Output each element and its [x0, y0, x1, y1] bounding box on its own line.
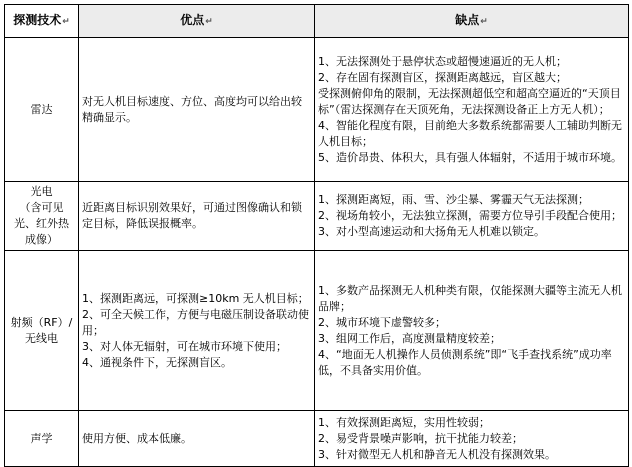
- disadvantages-cell: [315, 182, 629, 251]
- header-row: [5, 5, 629, 38]
- disadvantage-item: 3、对小型高速运动和大扬角无人机难以锁定。: [318, 225, 545, 238]
- advantage-item: 2、可全天候工作，方便与电磁压制设备联动使用；: [82, 307, 309, 337]
- disadvantage-item: 5、造价昂贵、体积大，具有强人体辐射，不适用于城市环境。: [318, 150, 622, 164]
- advantages-cell: [79, 182, 315, 251]
- tech-label: 光、红外热: [14, 217, 69, 230]
- disadvantage-item: 4、“地面无人机操作人员侦测系统”即“飞手查找系统”成功率低，不具备实用价值。: [318, 347, 612, 377]
- disadvantages-cell: [315, 251, 629, 411]
- advantage-item: 近距离目标识别效果好，可通过图像确认和锁定目标，降低误报概率。: [82, 201, 302, 230]
- tech-label: 声学: [30, 431, 53, 445]
- advantage-item: 1、探测距离远，可探测≥10km 无人机目标；: [82, 291, 309, 305]
- advantage-item: 使用方便、成本低廉。: [82, 431, 192, 445]
- advantages-cell: [79, 251, 315, 411]
- advantage-item: 对无人机目标速度、方位、高度均可以给出较精确显示。: [82, 94, 302, 124]
- tech-label: 无线电: [25, 331, 58, 345]
- header-technology: 探测技术↵: [5, 5, 79, 38]
- disadvantage-item: 3、组网工作后，高度测量精度较差；: [318, 331, 501, 345]
- disadvantage-item: 受探测俯仰角的限制，无法探测超低空和超高空逼近的“天顶目标”（雷达探测存在天顶死角，无法探测设备正上方无人机）；: [318, 86, 621, 116]
- tech-cell: [5, 411, 79, 467]
- tech-label: 成像）: [25, 233, 58, 246]
- header-advantages: 优点↵: [79, 5, 315, 38]
- disadvantage-item: 1、有效探测距离短，实用性较弱；: [318, 415, 490, 429]
- tech-cell: [5, 38, 79, 182]
- disadvantage-item: 1、无法探测处于悬停状态或超慢速逼近的无人机；: [318, 54, 567, 68]
- disadvantages-cell: [315, 411, 629, 467]
- comparison-table: [4, 4, 629, 467]
- disadvantage-item: 4、智能化程度有限，目前绝大多数系统都需要人工辅助判断无人机目标；: [318, 118, 622, 148]
- row-electro-optical: [5, 182, 629, 251]
- row-radio-frequency: [5, 251, 629, 411]
- disadvantage-item: 3、针对微型无人机和静音无人机没有探测效果。: [318, 447, 556, 461]
- tech-label: 射频（RF）/: [10, 315, 73, 329]
- advantages-cell: [79, 38, 315, 182]
- disadvantage-item: 2、视场角较小，无法独立探测，需要方位导引手段配合使用；: [318, 209, 622, 222]
- disadvantage-item: 1、探测距离短，雨、雪、沙尘暴、雾霾天气无法探测；: [318, 193, 589, 206]
- disadvantages-cell: [315, 38, 629, 182]
- advantages-cell: [79, 411, 315, 467]
- row-acoustic: [5, 411, 629, 467]
- tech-label: 光电: [30, 185, 53, 198]
- tech-cell: [5, 182, 79, 251]
- disadvantage-item: 1、多数产品探测无人机种类有限，仅能探测大疆等主流无人机品牌；: [318, 283, 622, 313]
- disadvantage-item: 2、城市环境下虚警较多；: [318, 315, 446, 329]
- tech-label: 雷达: [30, 102, 53, 116]
- disadvantage-item: 2、存在固有探测盲区，探测距离越远，盲区越大；: [318, 70, 567, 84]
- advantage-item: 3、对人体无辐射，可在城市环境下使用；: [82, 339, 287, 353]
- row-radar: [5, 38, 629, 182]
- advantage-item: 4、通视条件下，无探测盲区。: [82, 355, 232, 369]
- disadvantage-item: 2、易受背景噪声影响，抗干扰能力较差；: [318, 431, 523, 445]
- tech-cell: [5, 251, 79, 411]
- header-disadvantages: 缺点↵: [315, 5, 629, 38]
- tech-label: （含可见: [19, 201, 64, 214]
